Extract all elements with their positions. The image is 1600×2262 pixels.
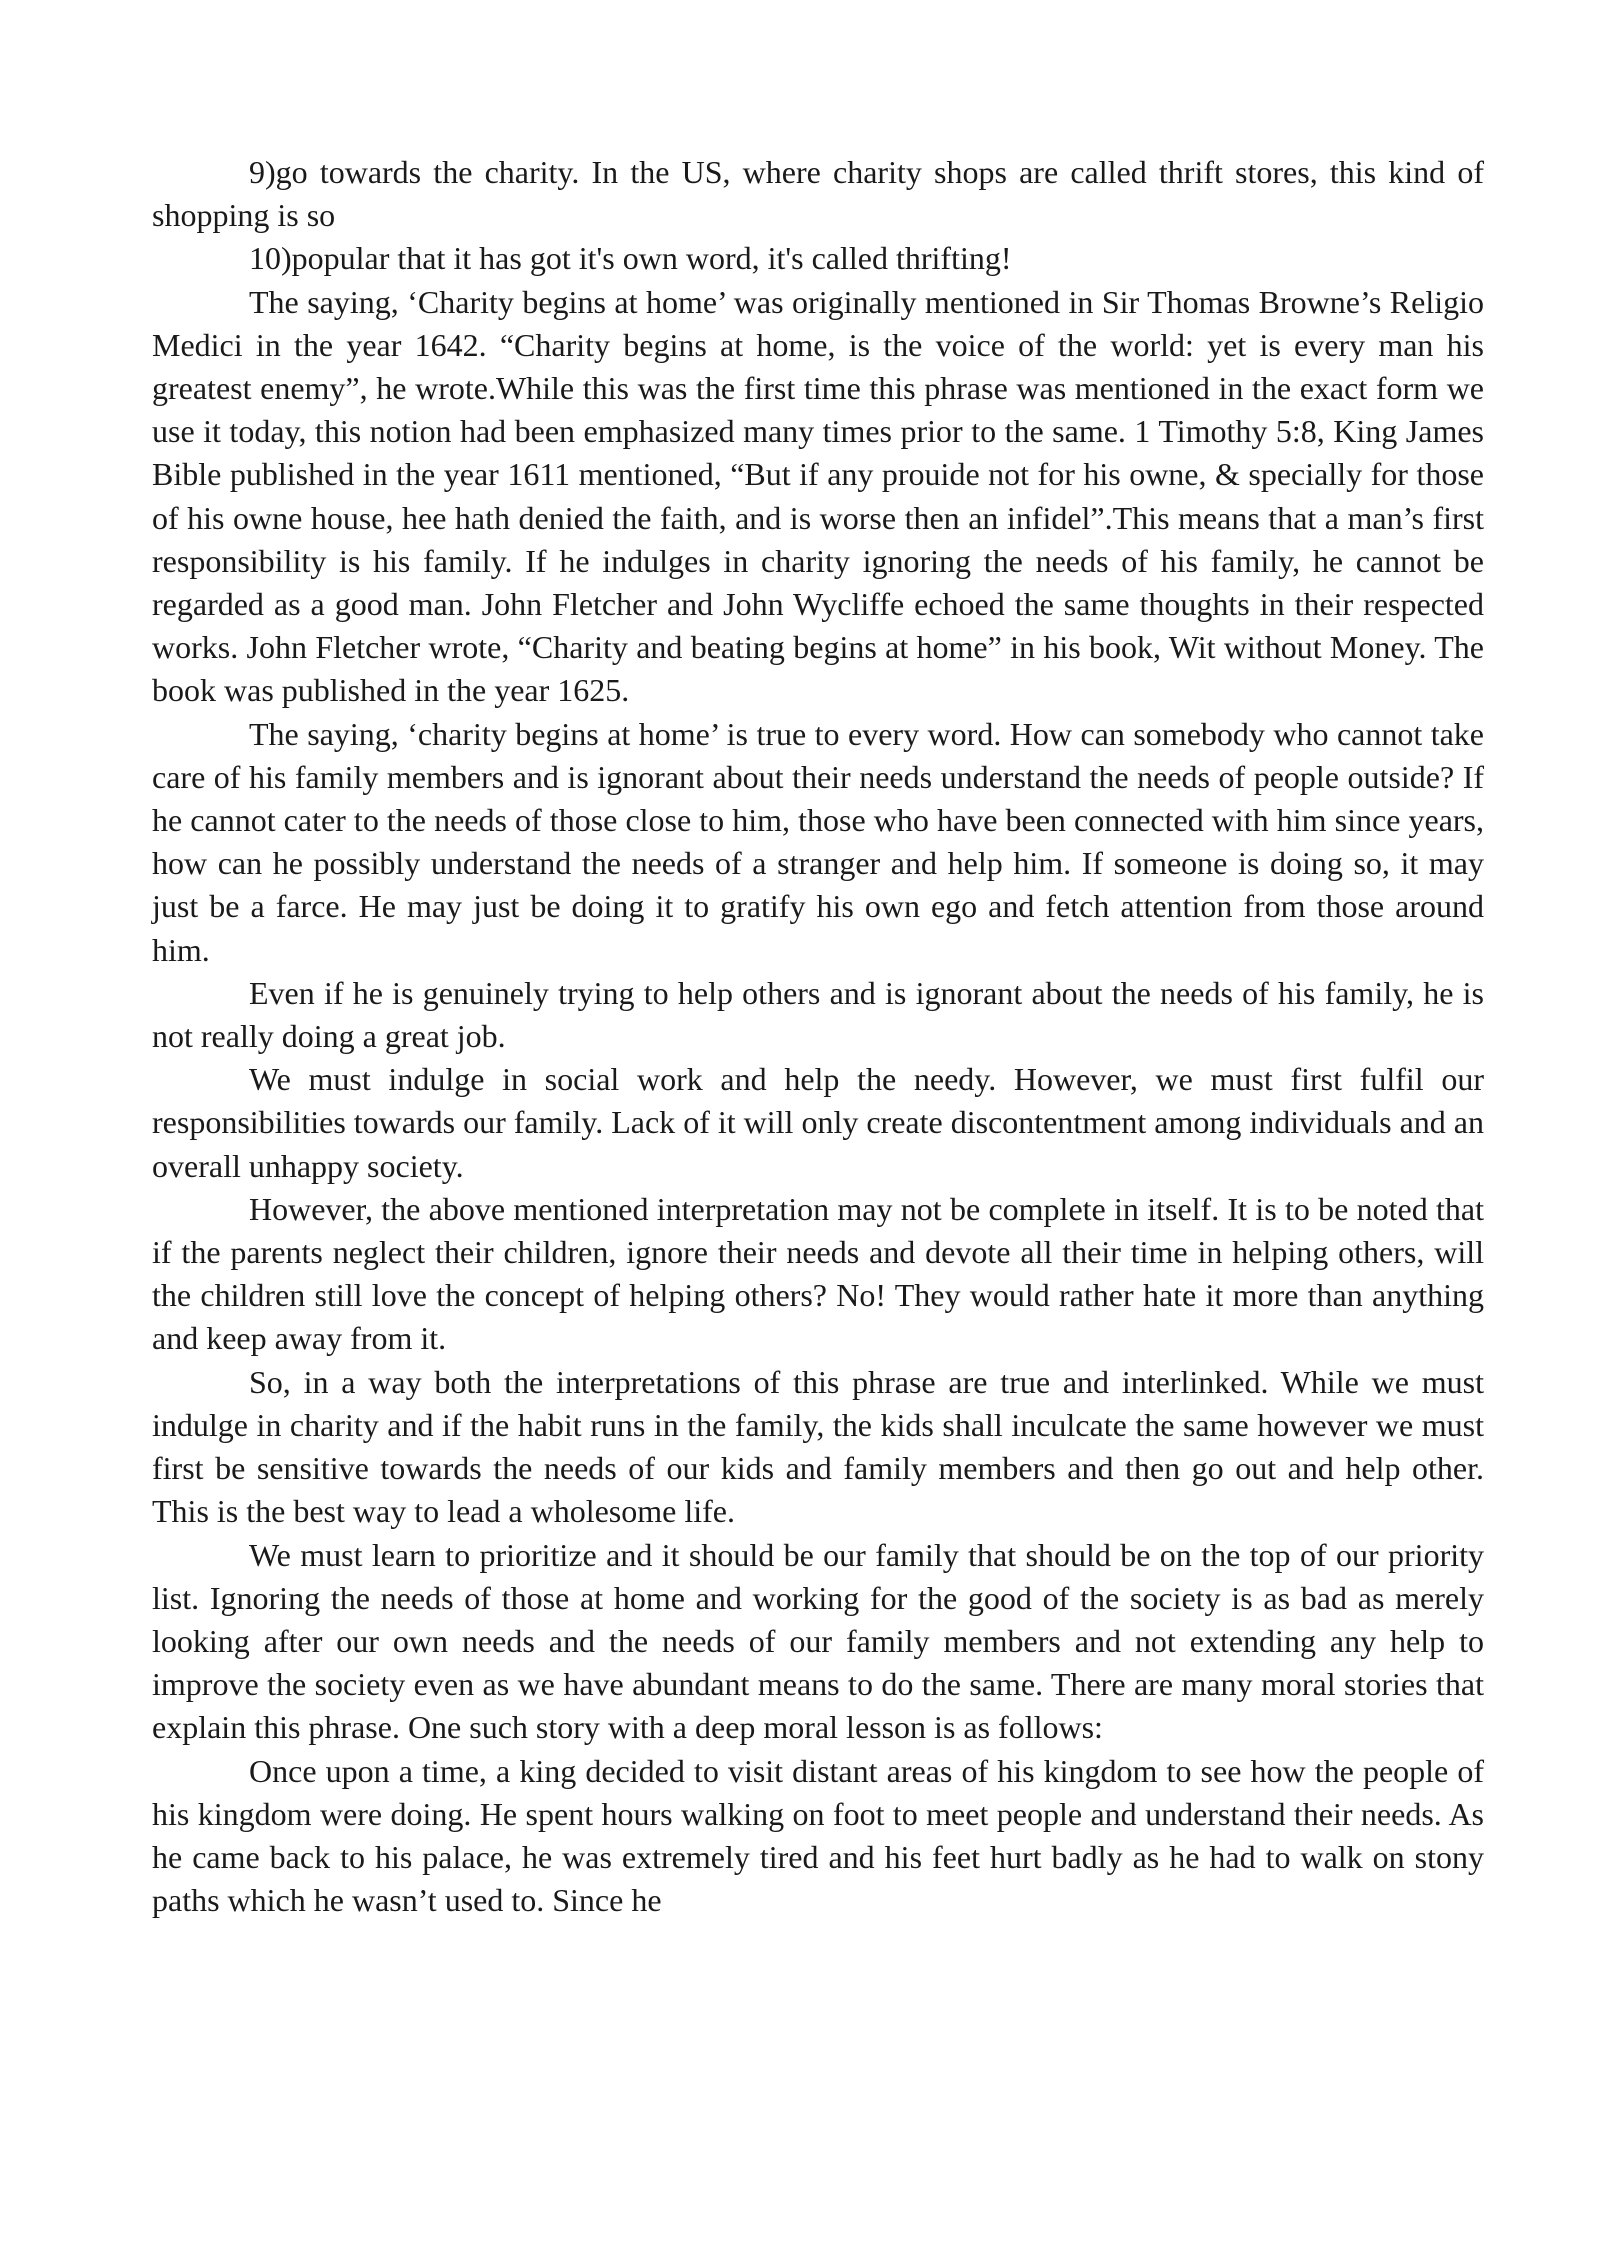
paragraph-4: The saying, ‘charity begins at home’ is true to every word. How can somebody who cannot take care of his family members and is ignorant about their needs understand the needs of people outside? If he cannot cater to the needs of those close to him, those who have been connected with him since years, how can he possibly understand the needs of a stranger and help him. If someone is doing so, it may just be a farce. He may just be doing it to gratify his own ego and fetch attention from those around him. <box>152 715 1484 968</box>
paragraph-1: 9)go towards the charity. In the US, where charity shops are called thrift stores, this kind of shopping is so <box>152 154 1484 234</box>
paragraph-8: So, in a way both the interpretations of this phrase are true and interlinked. While we must indulge in charity and if the habit runs in the family, the kids shall inculcate the same however we must first be sensitive towards the needs of our kids and family members and then go out and help other. This is the best way to lead a wholesome life. <box>152 1363 1484 1530</box>
paragraph-3: The saying, ‘Charity begins at home’ was originally mentioned in Sir Thomas Browne’s Religio Medici in the year 1642. “Charity begins at home, is the voice of the world: yet is every man his greatest enemy”, he wrote.While this was the first time this phrase was mentioned in the exact form we use it today, this notion had been emphasized many times prior to the same. 1 Timothy 5:8, King James Bible published in the year 1611 mentioned, “But if any prouide not for his owne, & specially for those of his owne house, hee hath denied the faith, and is worse then an infidel”.This means that a man’s first responsibility is his family. If he indulges in charity ignoring the needs of his family, he cannot be regarded as a good man. John Fletcher and John Wycliffe echoed the same thoughts in their respected works. John Fletcher wrote, “Charity and beating begins at home” in his book, Wit without Money. The book was published in the year 1625. <box>152 283 1484 709</box>
document-body <box>152 151 1484 1922</box>
paragraph-2: 10)popular that it has got it's own word, it's called thrifting! <box>249 240 1012 277</box>
paragraph-10: Once upon a time, a king decided to visit distant areas of his kingdom to see how the people of his kingdom were doing. He spent hours walking on foot to meet people and understand their needs. As he came back to his palace, he was extremely tired and his feet hurt badly as he had to walk on stony paths which he wasn’t used to. Since he <box>152 1752 1484 1919</box>
paragraph-7: However, the above mentioned interpretation may not be complete in itself. It is to be noted that if the parents neglect their children, ignore their needs and devote all their time in helping others, will the children still love the concept of helping others? No! They would rather hate it more than anything and keep away from it. <box>152 1190 1484 1357</box>
paragraph-5: Even if he is genuinely trying to help others and is ignorant about the needs of his family, he is not really doing a great job. <box>152 974 1484 1055</box>
paragraph-9: We must learn to prioritize and it should be our family that should be on the top of our priority list. Ignoring the needs of those at home and working for the good of the society is as bad as merely looking after our own needs and the needs of our family members and not extending any help to improve the society even as we have abundant means to do the same. There are many moral stories that explain this phrase. One such story with a deep moral lesson is as follows: <box>152 1536 1484 1746</box>
paragraph-6: We must indulge in social work and help the needy. However, we must first fulfil our responsibilities towards our family. Lack of it will only create discontentment among individuals and an overall unhappy society. <box>152 1061 1484 1184</box>
